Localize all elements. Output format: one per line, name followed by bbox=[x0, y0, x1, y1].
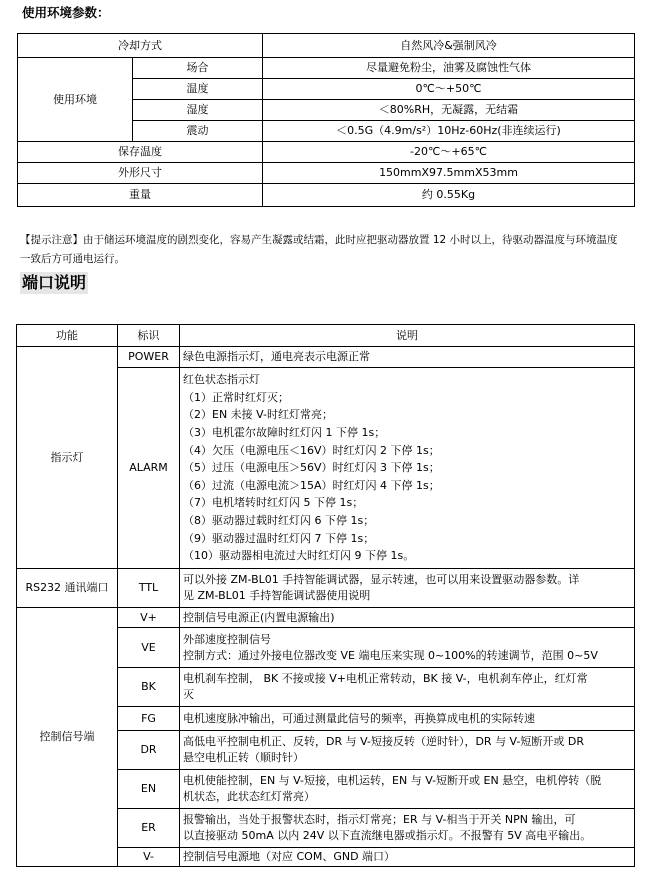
ve-mark: VE bbox=[118, 628, 180, 668]
desc-line: 控制方式：通过外接电位器改变 VE 端电压来实现 0~100%的转速调节，范围 0~5V bbox=[183, 648, 598, 662]
vplus-desc: 控制信号电源正(内置电源输出) bbox=[180, 608, 635, 628]
env-params-table bbox=[17, 33, 635, 207]
table-row bbox=[18, 34, 635, 58]
desc-line: 报警输出，当处于报警状态时，指示灯常亮；ER 与 V-相当于开关 NPN 输出，可 bbox=[183, 813, 576, 826]
vminus-mark: V- bbox=[118, 848, 180, 867]
desc-line: 灭 bbox=[183, 688, 194, 701]
table-row bbox=[18, 163, 635, 184]
rs232-func: RS232 通讯端口 bbox=[17, 569, 118, 608]
alarm-line: （5）过压（电源电压＞56V）时红灯闪 3 下停 1s； bbox=[183, 461, 440, 475]
humidity-value: ＜80%RH，无凝露，无结霜 bbox=[263, 100, 635, 121]
ports-heading: 端口说明 bbox=[22, 273, 87, 292]
alarm-line: （2）EN 未接 V-时红灯常亮； bbox=[183, 408, 334, 422]
note-line: 【提示注意】由于储运环境温度的剧烈变化，容易产生凝露或结霜，此时应把驱动器放置 12 小时以上，待驱动器温度与环境温度 bbox=[20, 234, 618, 246]
vplus-mark: V+ bbox=[118, 608, 180, 628]
desc-line: 见 ZM-BL01 手持智能调试器使用说明 bbox=[183, 589, 371, 602]
env-group-label: 使用环境 bbox=[18, 58, 133, 142]
alarm-line: （9）驱动器过温时红灯闪 7 下停 1s； bbox=[183, 531, 375, 545]
cooling-label: 冷却方式 bbox=[18, 34, 263, 58]
indicator-func: 指示灯 bbox=[17, 347, 118, 569]
fg-desc: 电机速度脉冲输出，可通过测量此信号的频率，再换算成电机的实际转速 bbox=[180, 707, 635, 731]
weight-label: 重量 bbox=[18, 184, 263, 207]
alarm-line: 红色状态指示灯 bbox=[183, 373, 260, 387]
desc-line: 机状态，此状态红灯常亮） bbox=[183, 790, 315, 803]
dr-desc bbox=[180, 731, 635, 770]
table-row bbox=[18, 58, 635, 79]
desc-line: 以直接驱动 50mA 以内 24V 以下直流继电器或指示灯。不报警有 5V 高电平输出。 bbox=[183, 829, 592, 842]
table-row bbox=[17, 347, 635, 368]
table-header-row bbox=[17, 325, 635, 347]
alarm-line: （4）欠压（电源电压＜16V）时红灯闪 2 下停 1s； bbox=[183, 443, 440, 457]
table-row bbox=[18, 142, 635, 163]
storage-value: -20℃～+65℃ bbox=[263, 142, 635, 163]
alarm-line: （8）驱动器过载时红灯闪 6 下停 1s； bbox=[183, 513, 375, 527]
cooling-value: 自然风冷&强制风冷 bbox=[263, 34, 635, 58]
note-line: 一致后方可通电运行。 bbox=[20, 253, 125, 265]
storage-label: 保存温度 bbox=[18, 142, 263, 163]
storage-note bbox=[20, 231, 635, 269]
weight-value: 约 0.55Kg bbox=[263, 184, 635, 207]
header-func: 功能 bbox=[17, 325, 118, 347]
alarm-line: （1）正常时红灯灭； bbox=[183, 390, 289, 404]
desc-line: 可以外接 ZM-BL01 手持智能调试器，显示转速，也可以用来设置驱动器参数。详 bbox=[183, 573, 580, 586]
bk-desc bbox=[180, 668, 635, 707]
rs232-mark: TTL bbox=[118, 569, 180, 608]
vibration-label: 震动 bbox=[133, 121, 263, 142]
er-desc bbox=[180, 809, 635, 848]
header-desc: 说明 bbox=[180, 325, 635, 347]
size-label: 外形尺寸 bbox=[18, 163, 263, 184]
vminus-desc: 控制信号电源地（对应 COM、GND 端口） bbox=[180, 848, 635, 867]
power-desc: 绿色电源指示灯，通电亮表示电源正常 bbox=[180, 347, 635, 368]
power-mark: POWER bbox=[118, 347, 180, 368]
desc-line: 悬空电机正转（顺时针） bbox=[183, 751, 304, 764]
table-row bbox=[17, 569, 635, 608]
bk-mark: BK bbox=[118, 668, 180, 707]
en-mark: EN bbox=[118, 770, 180, 809]
table-row bbox=[18, 184, 635, 207]
control-func: 控制信号端 bbox=[17, 608, 118, 867]
header-mark: 标识 bbox=[118, 325, 180, 347]
temp-label: 温度 bbox=[133, 79, 263, 100]
rs232-desc bbox=[180, 569, 635, 608]
desc-line: 高低电平控制电机正、反转，DR 与 V-短接反转（逆时针），DR 与 V-短断开或 DR bbox=[183, 735, 585, 748]
place-label: 场合 bbox=[133, 58, 263, 79]
alarm-line: （10）驱动器相电流过大时红灯闪 9 下停 1s。 bbox=[183, 549, 415, 563]
er-mark: ER bbox=[118, 809, 180, 848]
alarm-mark: ALARM bbox=[118, 368, 180, 569]
alarm-line: （6）过流（电源电流＞15A）时红灯闪 4 下停 1s； bbox=[183, 478, 440, 492]
size-value: 150mmX97.5mmX53mm bbox=[263, 163, 635, 184]
dr-mark: DR bbox=[118, 731, 180, 770]
desc-line: 外部速度控制信号 bbox=[183, 632, 271, 646]
fg-mark: FG bbox=[118, 707, 180, 731]
desc-line: 电机刹车控制， BK 不接或接 V+电机正常转动，BK 接 V-，电机刹车停止，红灯常 bbox=[183, 672, 588, 685]
en-desc bbox=[180, 770, 635, 809]
ports-table bbox=[16, 324, 635, 867]
temp-value: 0℃～+50℃ bbox=[263, 79, 635, 100]
place-value: 尽量避免粉尘，油雾及腐蚀性气体 bbox=[263, 58, 635, 79]
desc-line: 电机使能控制，EN 与 V-短接，电机运转，EN 与 V-短断开或 EN 悬空，电机停转（脱 bbox=[183, 774, 602, 787]
alarm-line: （7）电机堵转时红灯闪 5 下停 1s； bbox=[183, 496, 364, 510]
humidity-label: 湿度 bbox=[133, 100, 263, 121]
vibration-value: ＜0.5G（4.9m/s²）10Hz-60Hz(非连续运行) bbox=[263, 121, 635, 142]
ve-desc bbox=[180, 628, 635, 668]
alarm-desc bbox=[180, 368, 635, 569]
env-section-title: 使用环境参数： bbox=[22, 5, 110, 20]
alarm-line: （3）电机霍尔故障时红灯闪 1 下停 1s； bbox=[183, 426, 386, 440]
table-row bbox=[17, 608, 635, 628]
